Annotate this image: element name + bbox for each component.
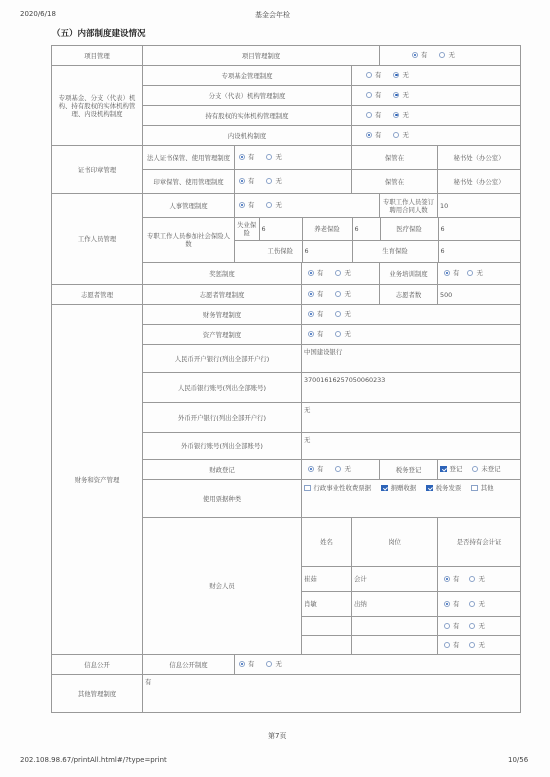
radio-label: 有 xyxy=(317,465,324,473)
radio-icon xyxy=(266,178,272,184)
fin-radios xyxy=(302,305,521,325)
radio-icon xyxy=(393,132,399,138)
info-group-label: 信息公开 xyxy=(52,655,143,675)
fiscal-reg-label: 财政登记 xyxy=(143,460,302,480)
project-group-label: 项目管理 xyxy=(52,46,143,66)
radio-icon xyxy=(444,623,450,629)
radio-selected-icon xyxy=(308,291,314,297)
staff-post: 会计 xyxy=(352,567,438,592)
acct-staff-label: 财会人员 xyxy=(143,518,302,655)
tax-unregistered-radio[interactable] xyxy=(472,465,500,473)
volunteer-row xyxy=(52,285,521,305)
staff-post xyxy=(352,636,438,655)
checkbox-icon xyxy=(471,485,478,492)
yes-radio[interactable] xyxy=(444,600,459,608)
radio-icon xyxy=(335,311,341,317)
no-radio[interactable] xyxy=(335,269,350,277)
radio-icon xyxy=(469,642,475,648)
radio-icon xyxy=(266,154,272,160)
radio-label: 有 xyxy=(453,574,460,583)
radio-label: 有 xyxy=(453,599,460,608)
staff-post xyxy=(352,617,438,636)
radio-label: 有 xyxy=(375,111,382,119)
fiscal-reg-radios xyxy=(302,460,380,480)
volunteer-radios xyxy=(302,285,380,305)
yes-radio[interactable] xyxy=(366,91,381,99)
radio-selected-icon xyxy=(412,52,418,58)
special-item-label: 内设机构制度 xyxy=(143,126,352,146)
project-system-radios xyxy=(380,46,521,66)
special-item-radios xyxy=(352,106,521,126)
radio-label: 有 xyxy=(248,660,255,668)
no-radio[interactable] xyxy=(469,575,484,583)
radio-label: 无 xyxy=(344,290,351,298)
radio-icon xyxy=(444,642,450,648)
no-radio[interactable] xyxy=(266,660,281,668)
yes-radio[interactable] xyxy=(366,71,381,79)
radio-label: 无 xyxy=(275,177,282,185)
staff-name: 肖敏 xyxy=(302,592,352,617)
seal-group-label: 证书印章管理 xyxy=(52,146,143,194)
pension-label: 养老保险 xyxy=(302,218,352,240)
radio-label: 有 xyxy=(317,290,324,298)
unemp-value: 6 xyxy=(259,218,302,240)
bill-tax-invoice-checkbox[interactable] xyxy=(426,484,461,492)
medical-value: 6 xyxy=(438,218,521,240)
other-row xyxy=(52,675,521,713)
project-no-radio[interactable] xyxy=(439,51,454,59)
radio-icon xyxy=(335,331,341,337)
no-radio[interactable] xyxy=(266,177,281,185)
internal-system-table xyxy=(51,45,521,713)
radio-selected-icon xyxy=(308,466,314,472)
insurance-label: 专职工作人员参加社会保险人数 xyxy=(143,218,235,263)
radio-label: 无 xyxy=(344,269,351,277)
checkbox-checked-icon xyxy=(381,485,388,492)
yes-radio[interactable] xyxy=(308,330,323,338)
radio-label: 无 xyxy=(344,330,351,338)
injury-label: 工伤保险 xyxy=(259,240,302,262)
radio-selected-icon xyxy=(239,178,245,184)
keeper-value: 秘书处（办公室） xyxy=(438,170,521,194)
cert-radios xyxy=(438,592,521,617)
yes-radio[interactable] xyxy=(366,111,381,119)
volunteer-count-label: 志愿者数 xyxy=(380,285,438,305)
yes-radio[interactable] xyxy=(444,622,459,630)
col-cert: 是否持有会计证 xyxy=(438,518,521,567)
radio-icon xyxy=(335,270,341,276)
volunteer-group-label: 志愿者管理 xyxy=(52,285,143,305)
info-radios xyxy=(235,655,521,675)
checkbox-checked-icon xyxy=(426,485,433,492)
radio-label: 有 xyxy=(317,269,324,277)
project-row xyxy=(52,46,521,66)
no-radio[interactable] xyxy=(335,310,350,318)
radio-selected-icon xyxy=(444,601,450,607)
radio-label: 无 xyxy=(402,131,409,139)
special-item-radios xyxy=(352,66,521,86)
finance-group-label: 财务和资产管理 xyxy=(52,305,143,655)
rmb-acct-value: 37001616257050060233 xyxy=(302,373,521,403)
yes-radio[interactable] xyxy=(308,465,323,473)
staff-name: 崔茹 xyxy=(302,567,352,592)
radio-selected-icon xyxy=(393,92,399,98)
special-group-label: 专项基金、分支（代表）机构、持有股权的实体机构管理、内设机构制度 xyxy=(52,66,143,146)
radio-label: 有 xyxy=(453,621,460,630)
hr-row xyxy=(52,194,521,218)
radio-label: 有 xyxy=(317,330,324,338)
radio-icon xyxy=(335,291,341,297)
radio-label: 无 xyxy=(402,71,409,79)
yes-radio[interactable] xyxy=(366,131,381,139)
seal-item-label: 法人证书保管、使用管理制度 xyxy=(143,146,235,170)
bill-donation-checkbox[interactable] xyxy=(381,484,416,492)
yes-radio[interactable] xyxy=(308,269,323,277)
rmb-bank-label: 人民币开户银行(列出全部开户行) xyxy=(143,345,302,373)
radio-label: 无 xyxy=(344,465,351,473)
bill-label: 使用票据种类 xyxy=(143,480,302,518)
radio-label: 无 xyxy=(478,599,485,608)
radio-selected-icon xyxy=(308,331,314,337)
radio-icon xyxy=(335,466,341,472)
contract-label: 专职工作人员签订聘用合同人数 xyxy=(380,194,438,218)
col-name: 姓名 xyxy=(302,518,352,567)
no-radio[interactable] xyxy=(469,622,484,630)
checkbox-checked-icon xyxy=(440,466,447,473)
special-item-radios xyxy=(352,126,521,146)
radio-selected-icon xyxy=(444,270,450,276)
radio-label: 有 xyxy=(248,177,255,185)
tax-reg-options xyxy=(438,460,521,480)
staff-group-label: 工作人员管理 xyxy=(52,194,143,285)
radio-icon xyxy=(366,72,372,78)
project-system-label: 项目管理制度 xyxy=(143,46,380,66)
radio-label: 有 xyxy=(453,640,460,649)
no-radio[interactable] xyxy=(469,600,484,608)
radio-icon xyxy=(366,92,372,98)
seal-radios xyxy=(235,146,352,170)
yes-radio[interactable] xyxy=(239,177,254,185)
radio-selected-icon xyxy=(444,576,450,582)
fx-acct-label: 外币银行账号(列出全部账号) xyxy=(143,433,302,460)
special-item-label: 分支（代表）机构管理制度 xyxy=(143,86,352,106)
radio-label: 有 xyxy=(248,201,255,209)
fin-row xyxy=(52,305,521,325)
radio-label: 无 xyxy=(478,621,485,630)
project-yes-radio[interactable] xyxy=(412,51,427,59)
radio-label: 有 xyxy=(248,153,255,161)
train-label: 业务培训制度 xyxy=(380,263,438,285)
rmb-bank-value: 中国建设银行 xyxy=(302,345,521,373)
print-title: 基金会年检 xyxy=(255,11,290,19)
keeper-label: 保管在 xyxy=(352,146,438,170)
radio-selected-icon xyxy=(239,661,245,667)
no-radio[interactable] xyxy=(393,111,408,119)
radio-icon xyxy=(439,52,445,58)
no-radio[interactable] xyxy=(467,269,482,277)
tax-reg-label: 税务登记 xyxy=(380,460,438,480)
yes-radio[interactable] xyxy=(444,575,459,583)
info-row xyxy=(52,655,521,675)
page-number: 第7页 xyxy=(268,732,287,740)
radio-icon xyxy=(469,576,475,582)
yes-radio[interactable] xyxy=(444,269,459,277)
yes-radio[interactable] xyxy=(239,201,254,209)
no-radio[interactable] xyxy=(393,91,408,99)
col-post: 岗位 xyxy=(352,518,438,567)
other-group-label: 其他管理制度 xyxy=(52,675,143,713)
radio-label: 无 xyxy=(402,111,409,119)
radio-label: 无 xyxy=(275,153,282,161)
radio-selected-icon xyxy=(366,132,372,138)
radio-label: 无 xyxy=(448,51,455,59)
radio-icon xyxy=(366,112,372,118)
radio-label: 有 xyxy=(317,310,324,318)
radio-icon xyxy=(469,623,475,629)
radio-label: 有 xyxy=(375,71,382,79)
seal-radios xyxy=(235,170,352,194)
seal-item-label: 印章保管、使用管理制度 xyxy=(143,170,235,194)
radio-icon xyxy=(469,601,475,607)
pension-value: 6 xyxy=(352,218,380,240)
fx-bank-value: 无 xyxy=(302,403,521,433)
print-date: 2020/6/18 xyxy=(20,10,56,18)
radio-selected-icon xyxy=(239,154,245,160)
reward-label: 奖惩制度 xyxy=(143,263,302,285)
yes-radio[interactable] xyxy=(239,153,254,161)
radio-label: 未登记 xyxy=(481,465,501,474)
reward-radios xyxy=(302,263,380,285)
radio-label: 无 xyxy=(275,201,282,209)
yes-radio[interactable] xyxy=(444,641,459,649)
radio-selected-icon xyxy=(393,72,399,78)
checkbox-label: 登记 xyxy=(449,464,463,473)
radio-label: 无 xyxy=(275,660,282,668)
no-radio[interactable] xyxy=(335,330,350,338)
no-radio[interactable] xyxy=(335,290,350,298)
bill-options xyxy=(302,480,521,518)
special-fund-row xyxy=(52,66,521,86)
other-value: 有 xyxy=(143,675,521,713)
cert-radios xyxy=(438,636,521,655)
train-radios xyxy=(438,263,521,285)
spacer xyxy=(235,240,259,262)
keeper-label: 保管在 xyxy=(352,170,438,194)
special-item-label: 持有股权的实体机构管理制度 xyxy=(143,106,352,126)
cert-row xyxy=(52,146,521,170)
staff-name xyxy=(302,636,352,655)
section-title: （五）内部制度建设情况 xyxy=(52,29,146,39)
tax-registered-checkbox[interactable] xyxy=(440,465,462,473)
no-radio[interactable] xyxy=(266,201,281,209)
page-count: 10/56 xyxy=(508,756,529,764)
radio-icon xyxy=(467,270,473,276)
radio-icon xyxy=(266,661,272,667)
bill-other-checkbox[interactable] xyxy=(471,484,493,492)
birth-label: 生育保险 xyxy=(352,240,438,262)
volunteer-label: 志愿者管理制度 xyxy=(143,285,302,305)
fx-acct-value: 无 xyxy=(302,433,521,460)
special-item-radios xyxy=(352,86,521,106)
radio-selected-icon xyxy=(308,270,314,276)
radio-label: 有 xyxy=(375,91,382,99)
asset-radios xyxy=(302,325,521,345)
birth-value: 6 xyxy=(438,240,521,262)
checkbox-label: 其他 xyxy=(480,484,494,492)
rmb-acct-label: 人民币银行账号(列出全部账号) xyxy=(143,373,302,403)
radio-selected-icon xyxy=(239,202,245,208)
radio-label: 无 xyxy=(478,574,485,583)
keeper-value: 秘书处（办公室） xyxy=(438,146,521,170)
staff-name xyxy=(302,617,352,636)
volunteer-count: 500 xyxy=(438,285,521,305)
fin-label: 财务管理制度 xyxy=(143,305,302,325)
yes-radio[interactable] xyxy=(239,660,254,668)
cert-radios xyxy=(438,567,521,592)
no-radio[interactable] xyxy=(393,71,408,79)
cert-radios xyxy=(438,617,521,636)
hr-label: 人事管理制度 xyxy=(143,194,235,218)
radio-label: 无 xyxy=(402,91,409,99)
page-url: 202.108.98.67/printAll.html#/?type=print xyxy=(20,756,167,764)
radio-icon xyxy=(472,466,478,472)
radio-label: 有 xyxy=(375,131,382,139)
radio-label: 无 xyxy=(476,269,483,277)
injury-value: 6 xyxy=(302,240,352,262)
radio-label: 有 xyxy=(453,269,460,277)
medical-label: 医疗保险 xyxy=(380,218,438,240)
contract-count: 10 xyxy=(438,194,521,218)
info-label: 信息公开制度 xyxy=(143,655,235,675)
yes-radio[interactable] xyxy=(308,290,323,298)
no-radio[interactable] xyxy=(266,153,281,161)
bill-admin-checkbox[interactable] xyxy=(304,484,371,492)
no-radio[interactable] xyxy=(335,465,350,473)
checkbox-icon xyxy=(304,485,311,492)
no-radio[interactable] xyxy=(469,641,484,649)
radio-label: 无 xyxy=(478,640,485,649)
fx-bank-label: 外币开户银行(列出全部开户行) xyxy=(143,403,302,433)
radio-selected-icon xyxy=(393,112,399,118)
checkbox-label: 捐赠收据 xyxy=(390,484,417,492)
unemp-label: 失业保险 xyxy=(235,218,259,240)
staff-post: 出纳 xyxy=(352,592,438,617)
radio-label: 有 xyxy=(421,51,428,59)
radio-selected-icon xyxy=(308,311,314,317)
checkbox-label: 行政事业性收费票据 xyxy=(313,484,372,492)
asset-label: 资产管理制度 xyxy=(143,325,302,345)
radio-icon xyxy=(266,202,272,208)
yes-radio[interactable] xyxy=(308,310,323,318)
special-item-label: 专项基金管理制度 xyxy=(143,66,352,86)
radio-label: 无 xyxy=(344,310,351,318)
no-radio[interactable] xyxy=(393,131,408,139)
hr-radios xyxy=(235,194,380,218)
checkbox-label: 税务发票 xyxy=(435,484,462,492)
insurance-grid xyxy=(235,218,521,263)
